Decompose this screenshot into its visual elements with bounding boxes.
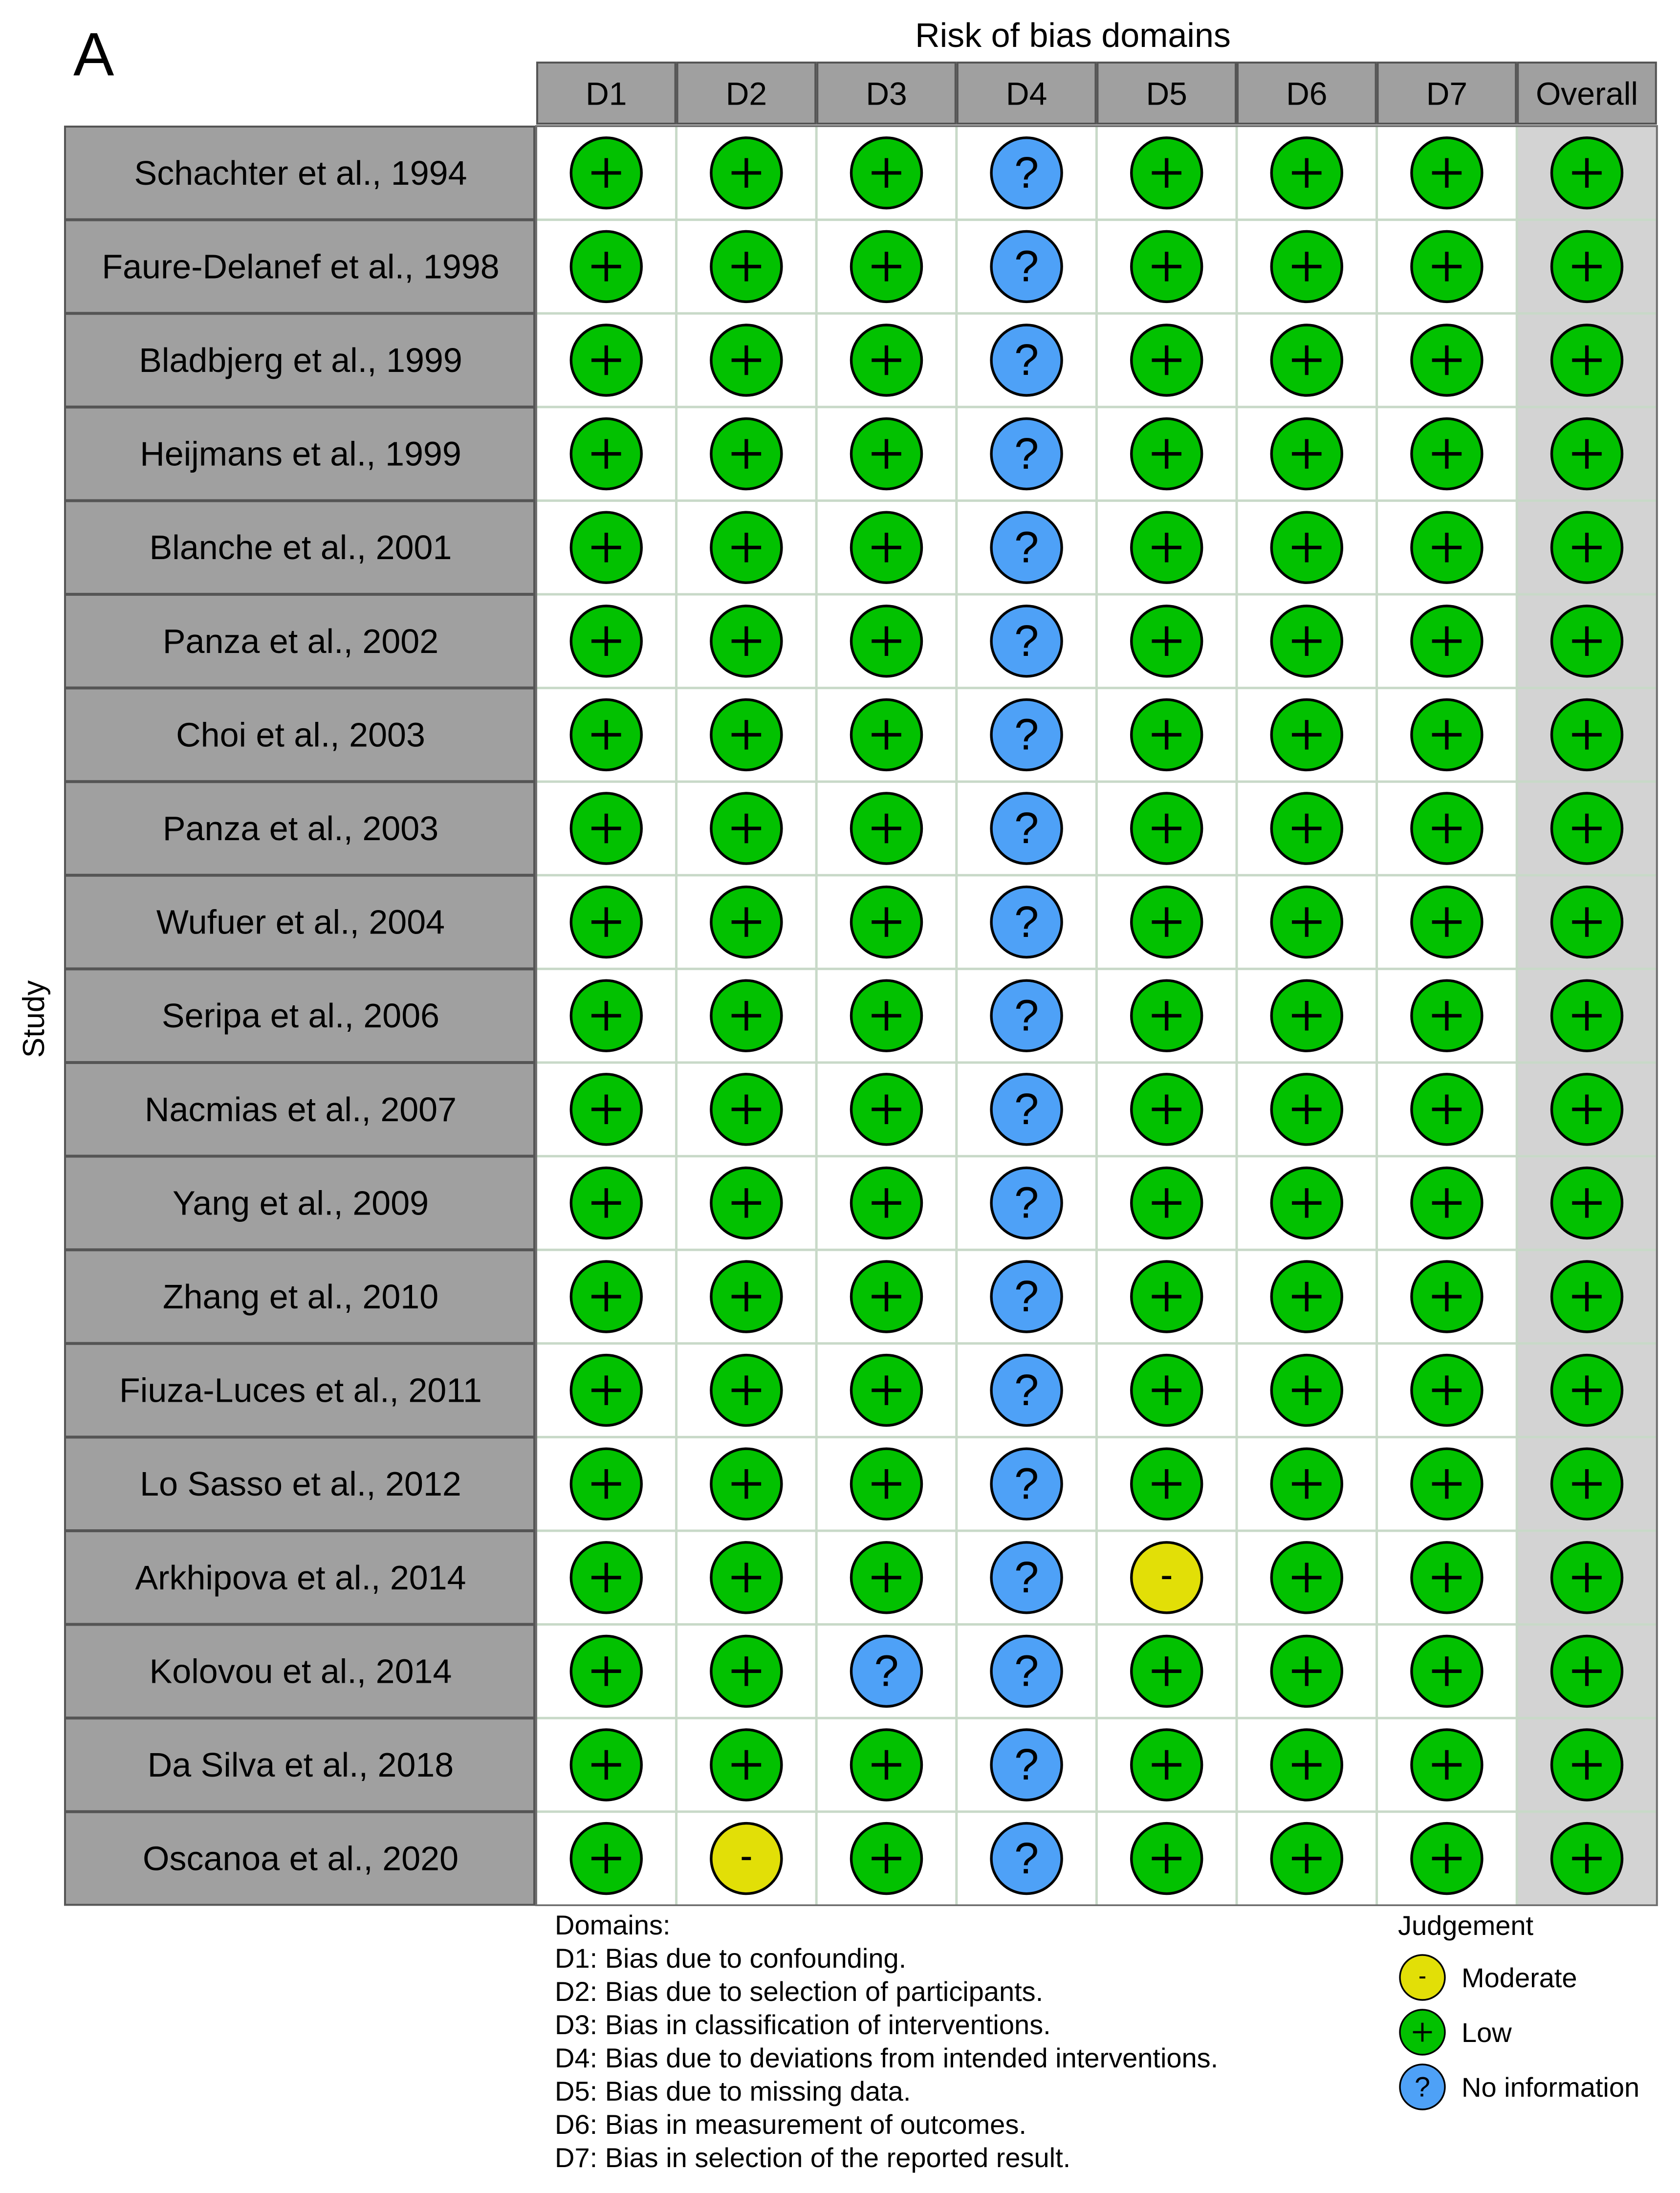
judgement-mark-low <box>1271 1074 1342 1145</box>
judgement-mark-low <box>1552 419 1622 489</box>
judgement-mark-low <box>1132 138 1202 208</box>
svg-text:?: ? <box>1014 149 1039 198</box>
judgement-mark-low <box>851 231 922 302</box>
svg-text:?: ? <box>1014 617 1039 666</box>
judgement-mark-low <box>711 887 782 957</box>
judgement-mark-low <box>1412 231 1482 302</box>
judgement-mark-low <box>1412 325 1482 395</box>
judgement-mark-moderate <box>711 1824 782 1894</box>
judgement-mark-low <box>1132 980 1202 1051</box>
no-information-symbol-icon <box>1398 2063 1447 2111</box>
judgement-mark-low <box>1412 980 1482 1051</box>
judgement-mark-low <box>1412 606 1482 676</box>
moderate-symbol-icon <box>1398 1953 1447 2002</box>
svg-text:?: ? <box>1014 523 1039 572</box>
study-label: Choi et al., 2003 <box>176 716 425 754</box>
legend-label-low: Low <box>1462 2017 1512 2048</box>
study-label: Panza et al., 2003 <box>162 809 439 847</box>
judgement-mark-no-info <box>991 419 1062 489</box>
judgement-mark-low <box>711 325 782 395</box>
judgement-mark-low <box>1271 325 1342 395</box>
judgement-mark-low <box>1271 1355 1342 1426</box>
column-header-d7: D7 <box>1426 75 1468 112</box>
judgement-mark-low <box>711 699 782 770</box>
judgement-mark-low <box>851 1542 922 1613</box>
judgement-mark-low <box>1412 699 1482 770</box>
svg-text:?: ? <box>1014 1366 1039 1415</box>
judgement-mark-low <box>571 1074 641 1145</box>
judgement-mark-low <box>1132 1636 1202 1706</box>
judgement-mark-low <box>851 1261 922 1332</box>
judgement-mark-low <box>1552 793 1622 864</box>
judgement-mark-low <box>1271 887 1342 957</box>
legend-item-low <box>1398 2005 1672 2060</box>
judgement-mark-low <box>711 138 782 208</box>
judgement-mark-low <box>711 1730 782 1800</box>
svg-text:?: ? <box>1014 804 1039 853</box>
judgement-mark-low <box>571 606 641 676</box>
svg-text:?: ? <box>1014 1459 1039 1509</box>
judgement-mark-low <box>571 1730 641 1800</box>
judgement-mark-low <box>711 980 782 1051</box>
judgement-mark-no-info <box>991 1355 1062 1426</box>
study-label: Schachter et al., 1994 <box>134 153 467 192</box>
svg-text:?: ? <box>874 1647 899 1696</box>
column-header-d1: D1 <box>586 75 627 112</box>
legend-mark-low <box>1400 2010 1445 2055</box>
judgement-mark-low <box>1412 1261 1482 1332</box>
column-header-d3: D3 <box>866 75 907 112</box>
judgement-mark-low <box>711 1355 782 1426</box>
legend-mark-moderate <box>1400 1955 1445 2000</box>
judgement-mark-low <box>1412 793 1482 864</box>
study-label: Kolovou et al., 2014 <box>149 1652 452 1691</box>
svg-text:?: ? <box>1014 991 1039 1041</box>
svg-text:?: ? <box>1014 1647 1039 1696</box>
judgement-mark-low <box>851 793 922 864</box>
legend-label-moderate: Moderate <box>1462 1962 1577 1993</box>
judgement-mark-low <box>711 512 782 583</box>
judgement-mark-low <box>571 1355 641 1426</box>
legend-label-no-information: No information <box>1462 2071 1640 2103</box>
judgement-mark-moderate <box>1132 1542 1202 1613</box>
judgement-mark-low <box>1132 793 1202 864</box>
judgement-mark-low <box>571 1636 641 1706</box>
judgement-mark-low <box>1552 606 1622 676</box>
judgement-mark-low <box>851 1449 922 1519</box>
svg-text:?: ? <box>1014 897 1039 947</box>
judgement-mark-low <box>1552 512 1622 583</box>
judgement-mark-low <box>571 1168 641 1238</box>
study-label: Lo Sasso et al., 2012 <box>140 1465 461 1503</box>
study-label: Wufuer et al., 2004 <box>156 903 445 941</box>
judgement-mark-low <box>851 1355 922 1426</box>
judgement-legend <box>1398 1911 1672 2114</box>
legend-item-no-information <box>1398 2060 1672 2114</box>
judgement-mark-no-info <box>991 1730 1062 1800</box>
svg-text:?: ? <box>1014 1272 1039 1322</box>
svg-text:?: ? <box>1014 336 1039 385</box>
judgement-mark-low <box>1552 980 1622 1051</box>
domain-description-d5: D5: Bias due to missing data. <box>555 2076 911 2106</box>
judgement-mark-low <box>851 606 922 676</box>
legend-mark-no-info <box>1400 2064 1445 2109</box>
judgement-mark-low <box>851 325 922 395</box>
judgement-mark-low <box>571 512 641 583</box>
judgement-mark-low <box>1271 512 1342 583</box>
study-label: Yang et al., 2009 <box>172 1184 429 1222</box>
judgement-mark-low <box>1271 419 1342 489</box>
judgement-mark-low <box>1552 231 1622 302</box>
judgement-mark-low <box>1412 1824 1482 1894</box>
judgement-mark-low <box>851 1730 922 1800</box>
judgement-mark-low <box>1552 325 1622 395</box>
svg-text:?: ? <box>1014 710 1039 760</box>
judgement-mark-low <box>1271 699 1342 770</box>
judgement-mark-low <box>1271 138 1342 208</box>
svg-text:?: ? <box>1415 2071 1430 2103</box>
judgement-mark-low <box>1271 1261 1342 1332</box>
svg-text:?: ? <box>1014 429 1039 478</box>
study-label: Arkhipova et al., 2014 <box>135 1558 466 1597</box>
judgement-mark-low <box>1412 1542 1482 1613</box>
judgement-mark-low <box>1132 1168 1202 1238</box>
judgement-mark-low <box>1271 980 1342 1051</box>
judgement-mark-low <box>1132 1261 1202 1332</box>
judgement-mark-low <box>1271 1168 1342 1238</box>
domain-description-d7: D7: Bias in selection of the reported result. <box>555 2142 1071 2173</box>
judgement-mark-no-info <box>991 1449 1062 1519</box>
judgement-mark-low <box>851 1074 922 1145</box>
judgement-mark-low <box>1552 1449 1622 1519</box>
judgement-mark-low <box>1552 1261 1622 1332</box>
judgement-mark-low <box>1552 1542 1622 1613</box>
judgement-mark-low <box>711 606 782 676</box>
judgement-mark-low <box>1271 1542 1342 1613</box>
judgement-mark-low <box>711 1168 782 1238</box>
judgement-mark-low <box>1132 1824 1202 1894</box>
low-symbol-icon <box>1398 2008 1447 2057</box>
study-label: Panza et al., 2002 <box>162 622 439 660</box>
judgement-mark-low <box>1552 699 1622 770</box>
judgement-mark-no-info <box>851 1636 922 1706</box>
study-labels <box>65 127 534 1905</box>
judgement-mark-low <box>1412 1730 1482 1800</box>
judgement-mark-low <box>1132 231 1202 302</box>
judgement-mark-low <box>1552 1730 1622 1800</box>
judgement-mark-low <box>571 793 641 864</box>
column-header-d2: D2 <box>725 75 767 112</box>
judgement-mark-no-info <box>991 1168 1062 1238</box>
study-label: Faure-Delanef et al., 1998 <box>102 247 500 286</box>
judgement-mark-no-info <box>991 1261 1062 1332</box>
svg-text:?: ? <box>1014 1740 1039 1790</box>
judgement-mark-no-info <box>991 980 1062 1051</box>
judgement-mark-low <box>1552 887 1622 957</box>
domain-description-d3: D3: Bias in classification of interventions. <box>555 2009 1051 2040</box>
judgement-mark-low <box>571 980 641 1051</box>
column-header-d5: D5 <box>1146 75 1187 112</box>
column-headers <box>537 63 1656 124</box>
judgement-mark-low <box>571 325 641 395</box>
chart-title: Risk of bias domains <box>915 16 1231 54</box>
judgement-mark-low <box>1412 1168 1482 1238</box>
judgement-mark-low <box>711 793 782 864</box>
study-label: Da Silva et al., 2018 <box>147 1746 454 1784</box>
judgement-mark-low <box>1552 1168 1622 1238</box>
judgement-mark-low <box>1132 606 1202 676</box>
judgement-mark-low <box>571 1449 641 1519</box>
judgement-mark-low <box>1552 1355 1622 1426</box>
judgement-mark-no-info <box>991 325 1062 395</box>
judgement-mark-low <box>571 138 641 208</box>
judgement-mark-low <box>1412 138 1482 208</box>
judgement-mark-no-info <box>991 1636 1062 1706</box>
svg-text:?: ? <box>1014 1553 1039 1603</box>
judgement-mark-low <box>851 512 922 583</box>
judgement-mark-low <box>1271 606 1342 676</box>
judgement-mark-low <box>1132 1730 1202 1800</box>
judgement-legend-title: Judgement <box>1398 1910 1534 1941</box>
study-label: Oscanoa et al., 2020 <box>143 1839 458 1878</box>
judgement-mark-low <box>1412 419 1482 489</box>
judgement-mark-low <box>1132 699 1202 770</box>
svg-text:?: ? <box>1014 1834 1039 1883</box>
judgement-mark-low <box>1132 1449 1202 1519</box>
judgement-mark-low <box>1412 512 1482 583</box>
column-header-d4: D4 <box>1005 75 1047 112</box>
judgement-mark-low <box>1412 887 1482 957</box>
judgement-mark-low <box>1271 1636 1342 1706</box>
judgement-mark-low <box>1412 1636 1482 1706</box>
judgement-mark-low <box>1552 1824 1622 1894</box>
judgement-mark-low <box>851 887 922 957</box>
judgement-mark-low <box>571 1824 641 1894</box>
judgement-mark-low <box>711 1074 782 1145</box>
judgement-mark-low <box>851 419 922 489</box>
judgement-mark-low <box>571 699 641 770</box>
domain-description-d6: D6: Bias in measurement of outcomes. <box>555 2109 1026 2140</box>
domains-title: Domains: <box>555 1910 671 1940</box>
judgement-mark-low <box>571 1542 641 1613</box>
svg-text:?: ? <box>1014 1178 1039 1228</box>
judgement-mark-low <box>571 231 641 302</box>
judgement-mark-no-info <box>991 606 1062 676</box>
judgement-mark-low <box>1132 512 1202 583</box>
judgement-mark-low <box>711 1636 782 1706</box>
judgement-mark-low <box>1132 325 1202 395</box>
judgement-mark-no-info <box>991 1074 1062 1145</box>
judgement-mark-low <box>1132 887 1202 957</box>
judgement-mark-low <box>571 1261 641 1332</box>
study-label: Blanche et al., 2001 <box>149 528 452 567</box>
domain-description-d2: D2: Bias due to selection of participants. <box>555 1976 1044 2007</box>
judgement-mark-no-info <box>991 699 1062 770</box>
panel-label: A <box>73 21 114 88</box>
judgement-mark-low <box>1271 231 1342 302</box>
domain-description-d4: D4: Bias due to deviations from intended interventions. <box>555 2042 1219 2073</box>
judgement-mark-low <box>851 138 922 208</box>
judgement-mark-low <box>1271 1449 1342 1519</box>
judgement-mark-low <box>1132 1355 1202 1426</box>
judgement-mark-low <box>1552 138 1622 208</box>
column-header-d6: D6 <box>1286 75 1328 112</box>
judgement-mark-low <box>1552 1074 1622 1145</box>
judgement-mark-low <box>571 419 641 489</box>
legend-item-moderate <box>1398 1950 1672 2005</box>
domains-legend <box>555 1909 1218 2174</box>
judgement-mark-low <box>1132 419 1202 489</box>
judgement-mark-no-info <box>991 231 1062 302</box>
judgement-mark-low <box>1271 1730 1342 1800</box>
judgement-mark-low <box>851 699 922 770</box>
judgement-mark-low <box>1552 1636 1622 1706</box>
study-label: Zhang et al., 2010 <box>162 1278 439 1316</box>
judgement-mark-low <box>711 1261 782 1332</box>
judgement-mark-no-info <box>991 1824 1062 1894</box>
judgement-mark-low <box>571 887 641 957</box>
svg-text:?: ? <box>1014 242 1039 291</box>
study-label: Heijmans et al., 1999 <box>140 434 461 473</box>
judgement-mark-low <box>711 1542 782 1613</box>
judgement-mark-low <box>711 1449 782 1519</box>
judgement-mark-no-info <box>991 793 1062 864</box>
judgement-mark-low <box>1132 1074 1202 1145</box>
study-label: Bladbjerg et al., 1999 <box>139 341 462 379</box>
judgement-mark-low <box>711 419 782 489</box>
grid-layer <box>536 126 1657 1905</box>
judgement-mark-no-info <box>991 138 1062 208</box>
judgement-mark-low <box>1271 1824 1342 1894</box>
judgement-mark-low <box>851 1168 922 1238</box>
judgement-mark-no-info <box>991 887 1062 957</box>
judgement-mark-low <box>1412 1355 1482 1426</box>
judgement-mark-low <box>1412 1449 1482 1519</box>
y-axis-label: Study <box>17 980 51 1058</box>
judgement-mark-low <box>1412 1074 1482 1145</box>
judgement-mark-low <box>1271 793 1342 864</box>
column-header-overall: Overall <box>1535 75 1638 112</box>
judgement-mark-no-info <box>991 1542 1062 1613</box>
domain-description-d1: D1: Bias due to confounding. <box>555 1943 907 1974</box>
judgement-mark-low <box>711 231 782 302</box>
svg-text:?: ? <box>1014 1085 1039 1134</box>
judgement-mark-low <box>851 1824 922 1894</box>
study-label: Seripa et al., 2006 <box>161 997 440 1035</box>
judgement-mark-no-info <box>991 512 1062 583</box>
judgement-mark-low <box>851 980 922 1051</box>
study-label: Fiuza-Luces et al., 2011 <box>119 1371 482 1410</box>
study-label: Nacmias et al., 2007 <box>144 1090 457 1129</box>
